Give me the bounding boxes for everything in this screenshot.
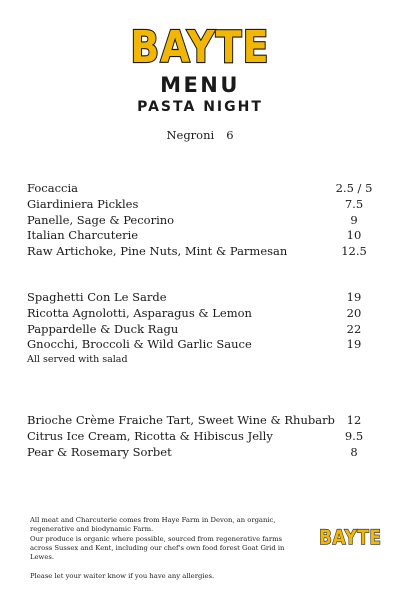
item-price: 10 — [346, 228, 362, 243]
item-name: Giardiniera Pickles — [27, 196, 139, 211]
item-name: Focaccia — [27, 181, 78, 195]
desserts-section — [27, 413, 374, 460]
menu-item — [27, 429, 374, 445]
menu-item — [27, 413, 374, 429]
featured-drink — [0, 128, 400, 142]
menu-item — [27, 290, 374, 306]
menu-item — [27, 337, 374, 353]
item-name: Ricotta Agnolotti, Asparagus & Lemon — [27, 305, 252, 320]
item-price: 19 — [346, 337, 362, 352]
item-price: 20 — [346, 305, 362, 320]
drink-price: 6 — [226, 128, 234, 142]
item-name: Gnocchi, Broccoli & Wild Garlic Sauce — [27, 337, 252, 352]
footer-notes — [30, 516, 300, 582]
item-name: Italian Charcuterie — [27, 228, 139, 243]
mains-note: All served with salad — [27, 354, 128, 366]
item-price: 2.5 / 5 — [335, 181, 373, 195]
menu-item — [27, 445, 374, 461]
menu-item — [27, 228, 374, 244]
item-price: 7.5 — [344, 196, 364, 211]
allergy-note: Please let your waiter know if you have any allergies. — [30, 572, 215, 581]
sourcing-note-produce: Our produce is organic where possible, sourced from regenerative farms across Sussex and Kent, including our chef's own food forest Goat Grid in Lewes. — [30, 534, 285, 562]
sourcing-note-meat: All meat and Charcuterie comes from Haye Farm in Devon, an organic, regenerative and biodynamic Farm. — [30, 516, 276, 534]
item-price: 8 — [350, 444, 358, 459]
item-name: Spaghetti Con Le Sarde — [27, 290, 167, 304]
menu-item — [27, 197, 374, 213]
menu-item — [27, 322, 374, 338]
drink-name: Negroni — [166, 128, 215, 142]
item-price: 12 — [346, 413, 362, 427]
item-name: Citrus Ice Cream, Ricotta & Hibiscus Jelly — [27, 428, 273, 443]
item-name: Panelle, Sage & Pecorino — [27, 212, 175, 227]
item-price: 22 — [346, 321, 362, 336]
menu-title: MENU — [160, 73, 240, 97]
menu-item — [27, 244, 374, 260]
item-name: Pappardelle & Duck Ragu — [27, 321, 179, 336]
footer-brand-logo: BAYTE — [319, 526, 382, 550]
item-name: Brioche Crème Fraiche Tart, Sweet Wine & Rhubarb — [27, 413, 335, 427]
item-price: 12.5 — [341, 244, 367, 259]
mains-section — [27, 290, 374, 367]
menu-item — [27, 213, 374, 229]
brand-logo: BAYTE — [130, 21, 270, 73]
menu-item — [27, 181, 374, 197]
menu-item — [27, 306, 374, 322]
item-name: Raw Artichoke, Pine Nuts, Mint & Parmesan — [27, 244, 288, 259]
item-price: 9.5 — [344, 428, 364, 443]
item-price: 9 — [350, 212, 358, 227]
item-price: 19 — [346, 290, 362, 304]
item-name: Pear & Rosemary Sorbet — [27, 444, 172, 459]
starters-section — [27, 181, 374, 260]
menu-subtitle: PASTA NIGHT — [137, 99, 263, 115]
